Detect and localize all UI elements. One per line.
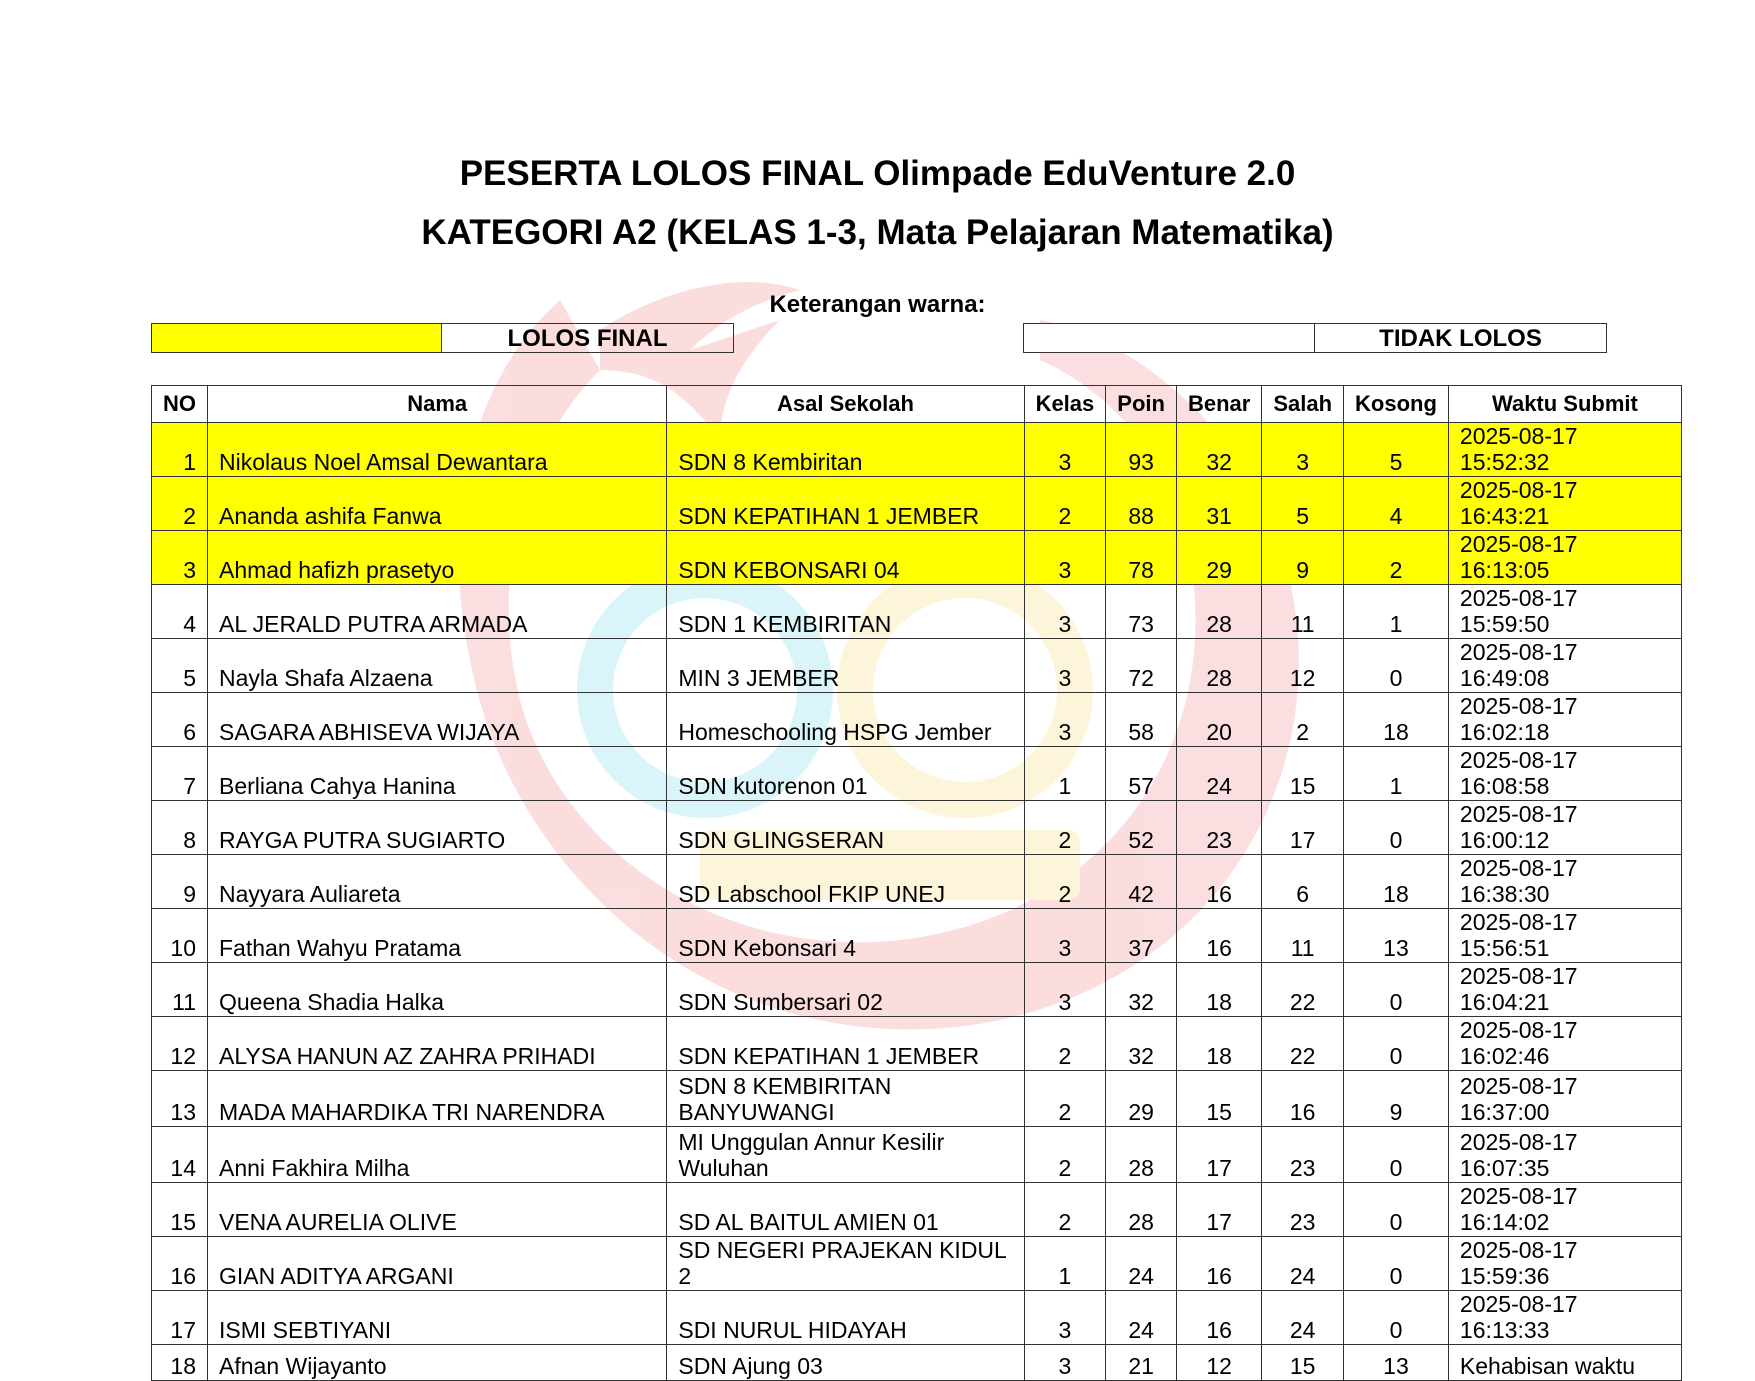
cell-benar: 24 <box>1176 747 1261 801</box>
legend-passed-swatch <box>151 323 442 353</box>
cell-poin: 24 <box>1106 1237 1177 1291</box>
cell-asal-sekolah: SDN GLINGSERAN <box>667 801 1024 855</box>
cell-salah: 15 <box>1262 747 1344 801</box>
cell-kosong: 13 <box>1344 909 1449 963</box>
cell-no: 12 <box>152 1017 208 1071</box>
cell-no: 4 <box>152 585 208 639</box>
legend-failed-label: TIDAK LOLOS <box>1315 323 1607 353</box>
cell-poin: 28 <box>1106 1183 1177 1237</box>
cell-benar: 32 <box>1176 423 1261 477</box>
cell-no: 13 <box>152 1071 208 1127</box>
cell-salah: 24 <box>1262 1291 1344 1345</box>
cell-no: 11 <box>152 963 208 1017</box>
cell-no: 5 <box>152 639 208 693</box>
cell-nama: Fathan Wahyu Pratama <box>208 909 667 963</box>
cell-poin: 88 <box>1106 477 1177 531</box>
cell-poin: 57 <box>1106 747 1177 801</box>
cell-kosong: 0 <box>1344 1183 1449 1237</box>
table-header-row <box>152 386 1682 423</box>
cell-asal-sekolah: SDN Ajung 03 <box>667 1345 1024 1381</box>
table-row <box>152 801 1682 855</box>
cell-asal-sekolah: SDN kutorenon 01 <box>667 747 1024 801</box>
cell-benar: 28 <box>1176 585 1261 639</box>
cell-benar: 16 <box>1176 855 1261 909</box>
cell-benar: 18 <box>1176 1017 1261 1071</box>
cell-kelas: 3 <box>1024 585 1106 639</box>
cell-kelas: 3 <box>1024 1345 1106 1381</box>
cell-benar: 17 <box>1176 1127 1261 1183</box>
cell-no: 17 <box>152 1291 208 1345</box>
cell-asal-sekolah: Homeschooling HSPG Jember <box>667 693 1024 747</box>
column-header-kosong: Kosong <box>1344 386 1449 423</box>
cell-no: 15 <box>152 1183 208 1237</box>
cell-benar: 28 <box>1176 639 1261 693</box>
cell-no: 18 <box>152 1345 208 1381</box>
cell-kosong: 13 <box>1344 1345 1449 1381</box>
cell-kelas: 3 <box>1024 531 1106 585</box>
cell-no: 8 <box>152 801 208 855</box>
cell-nama: RAYGA PUTRA SUGIARTO <box>208 801 667 855</box>
cell-waktu-submit: Kehabisan waktu <box>1448 1345 1681 1381</box>
table-row <box>152 1291 1682 1345</box>
cell-benar: 31 <box>1176 477 1261 531</box>
cell-salah: 11 <box>1262 909 1344 963</box>
cell-asal-sekolah: SD NEGERI PRAJEKAN KIDUL 2 <box>667 1237 1024 1291</box>
cell-salah: 6 <box>1262 855 1344 909</box>
cell-waktu-submit: 2025-08-17 16:00:12 <box>1448 801 1681 855</box>
cell-no: 9 <box>152 855 208 909</box>
cell-poin: 28 <box>1106 1127 1177 1183</box>
table-row <box>152 531 1682 585</box>
table-row <box>152 585 1682 639</box>
cell-nama: Nikolaus Noel Amsal Dewantara <box>208 423 667 477</box>
cell-poin: 24 <box>1106 1291 1177 1345</box>
cell-asal-sekolah: SDN KEBONSARI 04 <box>667 531 1024 585</box>
cell-benar: 16 <box>1176 909 1261 963</box>
table-row <box>152 477 1682 531</box>
cell-waktu-submit: 2025-08-17 15:59:36 <box>1448 1237 1681 1291</box>
column-header-asal-sekolah: Asal Sekolah <box>667 386 1024 423</box>
cell-nama: VENA AURELIA OLIVE <box>208 1183 667 1237</box>
cell-kosong: 2 <box>1344 531 1449 585</box>
cell-kelas: 2 <box>1024 855 1106 909</box>
cell-no: 14 <box>152 1127 208 1183</box>
cell-benar: 16 <box>1176 1237 1261 1291</box>
cell-kelas: 1 <box>1024 747 1106 801</box>
cell-nama: Afnan Wijayanto <box>208 1345 667 1381</box>
cell-waktu-submit: 2025-08-17 16:43:21 <box>1448 477 1681 531</box>
cell-nama: Nayla Shafa Alzaena <box>208 639 667 693</box>
cell-salah: 24 <box>1262 1237 1344 1291</box>
cell-waktu-submit: 2025-08-17 16:04:21 <box>1448 963 1681 1017</box>
cell-no: 7 <box>152 747 208 801</box>
table-row <box>152 1345 1682 1381</box>
cell-nama: Berliana Cahya Hanina <box>208 747 667 801</box>
cell-kosong: 0 <box>1344 963 1449 1017</box>
column-header-kelas: Kelas <box>1024 386 1106 423</box>
cell-kelas: 2 <box>1024 1017 1106 1071</box>
table-row <box>152 693 1682 747</box>
cell-poin: 29 <box>1106 1071 1177 1127</box>
cell-nama: GIAN ADITYA ARGANI <box>208 1237 667 1291</box>
cell-salah: 22 <box>1262 1017 1344 1071</box>
cell-no: 1 <box>152 423 208 477</box>
cell-waktu-submit: 2025-08-17 16:02:18 <box>1448 693 1681 747</box>
cell-asal-sekolah: SD Labschool FKIP UNEJ <box>667 855 1024 909</box>
cell-asal-sekolah: MIN 3 JEMBER <box>667 639 1024 693</box>
table-row <box>152 909 1682 963</box>
cell-nama: ALYSA HANUN AZ ZAHRA PRIHADI <box>208 1017 667 1071</box>
cell-benar: 12 <box>1176 1345 1261 1381</box>
cell-kelas: 3 <box>1024 423 1106 477</box>
cell-waktu-submit: 2025-08-17 15:52:32 <box>1448 423 1681 477</box>
cell-kosong: 0 <box>1344 1291 1449 1345</box>
cell-kosong: 1 <box>1344 585 1449 639</box>
cell-kelas: 2 <box>1024 1127 1106 1183</box>
cell-no: 16 <box>152 1237 208 1291</box>
cell-salah: 12 <box>1262 639 1344 693</box>
table-row <box>152 1127 1682 1183</box>
cell-salah: 17 <box>1262 801 1344 855</box>
column-header-benar: Benar <box>1176 386 1261 423</box>
cell-nama: ISMI SEBTIYANI <box>208 1291 667 1345</box>
cell-poin: 58 <box>1106 693 1177 747</box>
cell-kosong: 0 <box>1344 639 1449 693</box>
cell-salah: 2 <box>1262 693 1344 747</box>
cell-kosong: 18 <box>1344 855 1449 909</box>
cell-nama: SAGARA ABHISEVA WIJAYA <box>208 693 667 747</box>
cell-kelas: 3 <box>1024 909 1106 963</box>
cell-asal-sekolah: SDN 8 Kembiritan <box>667 423 1024 477</box>
cell-poin: 37 <box>1106 909 1177 963</box>
cell-poin: 93 <box>1106 423 1177 477</box>
cell-kelas: 3 <box>1024 1291 1106 1345</box>
cell-nama: Queena Shadia Halka <box>208 963 667 1017</box>
cell-waktu-submit: 2025-08-17 16:14:02 <box>1448 1183 1681 1237</box>
cell-kosong: 0 <box>1344 1237 1449 1291</box>
cell-salah: 15 <box>1262 1345 1344 1381</box>
results-table <box>151 385 1682 1381</box>
page-subtitle: KATEGORI A2 (KELAS 1-3, Mata Pelajaran Matematika) <box>421 213 1334 252</box>
cell-salah: 3 <box>1262 423 1344 477</box>
column-header-waktu-submit: Waktu Submit <box>1448 386 1681 423</box>
cell-no: 10 <box>152 909 208 963</box>
legend-title: Keterangan warna: <box>769 291 986 318</box>
cell-poin: 78 <box>1106 531 1177 585</box>
cell-benar: 29 <box>1176 531 1261 585</box>
cell-asal-sekolah: SDN Kebonsari 4 <box>667 909 1024 963</box>
cell-nama: MADA MAHARDIKA TRI NARENDRA <box>208 1071 667 1127</box>
cell-waktu-submit: 2025-08-17 15:59:50 <box>1448 585 1681 639</box>
column-header-poin: Poin <box>1106 386 1177 423</box>
cell-salah: 9 <box>1262 531 1344 585</box>
cell-kosong: 1 <box>1344 747 1449 801</box>
cell-salah: 11 <box>1262 585 1344 639</box>
cell-waktu-submit: 2025-08-17 16:07:35 <box>1448 1127 1681 1183</box>
cell-poin: 73 <box>1106 585 1177 639</box>
cell-asal-sekolah: SDN KEPATIHAN 1 JEMBER <box>667 1017 1024 1071</box>
cell-poin: 72 <box>1106 639 1177 693</box>
cell-no: 6 <box>152 693 208 747</box>
cell-waktu-submit: 2025-08-17 16:02:46 <box>1448 1017 1681 1071</box>
cell-asal-sekolah: SDN 8 KEMBIRITAN BANYUWANGI <box>667 1071 1024 1127</box>
cell-salah: 23 <box>1262 1183 1344 1237</box>
cell-waktu-submit: 2025-08-17 16:13:33 <box>1448 1291 1681 1345</box>
cell-asal-sekolah: SDN Sumbersari 02 <box>667 963 1024 1017</box>
table-row <box>152 747 1682 801</box>
cell-waktu-submit: 2025-08-17 16:13:05 <box>1448 531 1681 585</box>
cell-waktu-submit: 2025-08-17 15:56:51 <box>1448 909 1681 963</box>
cell-kelas: 3 <box>1024 639 1106 693</box>
column-header-salah: Salah <box>1262 386 1344 423</box>
cell-no: 3 <box>152 531 208 585</box>
column-header-nama: Nama <box>208 386 667 423</box>
cell-benar: 17 <box>1176 1183 1261 1237</box>
legend-passed-label: LOLOS FINAL <box>442 323 734 353</box>
cell-kosong: 9 <box>1344 1071 1449 1127</box>
cell-benar: 23 <box>1176 801 1261 855</box>
cell-kelas: 2 <box>1024 1183 1106 1237</box>
cell-no: 2 <box>152 477 208 531</box>
cell-kelas: 3 <box>1024 963 1106 1017</box>
cell-salah: 22 <box>1262 963 1344 1017</box>
cell-asal-sekolah: SDN KEPATIHAN 1 JEMBER <box>667 477 1024 531</box>
cell-waktu-submit: 2025-08-17 16:38:30 <box>1448 855 1681 909</box>
cell-nama: Nayyara Auliareta <box>208 855 667 909</box>
cell-kosong: 0 <box>1344 1127 1449 1183</box>
cell-asal-sekolah: MI Unggulan Annur Kesilir Wuluhan <box>667 1127 1024 1183</box>
cell-kelas: 2 <box>1024 801 1106 855</box>
cell-kelas: 2 <box>1024 477 1106 531</box>
cell-kelas: 3 <box>1024 693 1106 747</box>
table-row <box>152 1183 1682 1237</box>
table-row <box>152 1071 1682 1127</box>
cell-kosong: 4 <box>1344 477 1449 531</box>
cell-waktu-submit: 2025-08-17 16:37:00 <box>1448 1071 1681 1127</box>
cell-poin: 32 <box>1106 1017 1177 1071</box>
cell-kosong: 0 <box>1344 1017 1449 1071</box>
cell-kosong: 18 <box>1344 693 1449 747</box>
cell-nama: Anni Fakhira Milha <box>208 1127 667 1183</box>
table-row <box>152 963 1682 1017</box>
cell-salah: 23 <box>1262 1127 1344 1183</box>
cell-salah: 5 <box>1262 477 1344 531</box>
column-header-no: NO <box>152 386 208 423</box>
cell-poin: 21 <box>1106 1345 1177 1381</box>
cell-nama: Ahmad hafizh prasetyo <box>208 531 667 585</box>
legend-failed-swatch <box>1023 323 1315 353</box>
cell-kosong: 5 <box>1344 423 1449 477</box>
cell-nama: AL JERALD PUTRA ARMADA <box>208 585 667 639</box>
cell-poin: 42 <box>1106 855 1177 909</box>
cell-kosong: 0 <box>1344 801 1449 855</box>
cell-poin: 52 <box>1106 801 1177 855</box>
cell-waktu-submit: 2025-08-17 16:08:58 <box>1448 747 1681 801</box>
cell-poin: 32 <box>1106 963 1177 1017</box>
cell-benar: 18 <box>1176 963 1261 1017</box>
cell-kelas: 2 <box>1024 1071 1106 1127</box>
table-row <box>152 639 1682 693</box>
cell-asal-sekolah: SDN 1 KEMBIRITAN <box>667 585 1024 639</box>
table-row <box>152 1237 1682 1291</box>
table-row <box>152 423 1682 477</box>
page-title: PESERTA LOLOS FINAL Olimpade EduVenture 2.0 <box>459 154 1296 193</box>
table-row <box>152 855 1682 909</box>
cell-benar: 20 <box>1176 693 1261 747</box>
cell-waktu-submit: 2025-08-17 16:49:08 <box>1448 639 1681 693</box>
cell-kelas: 1 <box>1024 1237 1106 1291</box>
cell-nama: Ananda ashifa Fanwa <box>208 477 667 531</box>
cell-asal-sekolah: SDI NURUL HIDAYAH <box>667 1291 1024 1345</box>
table-row <box>152 1017 1682 1071</box>
cell-benar: 15 <box>1176 1071 1261 1127</box>
cell-asal-sekolah: SD AL BAITUL AMIEN 01 <box>667 1183 1024 1237</box>
cell-salah: 16 <box>1262 1071 1344 1127</box>
cell-benar: 16 <box>1176 1291 1261 1345</box>
